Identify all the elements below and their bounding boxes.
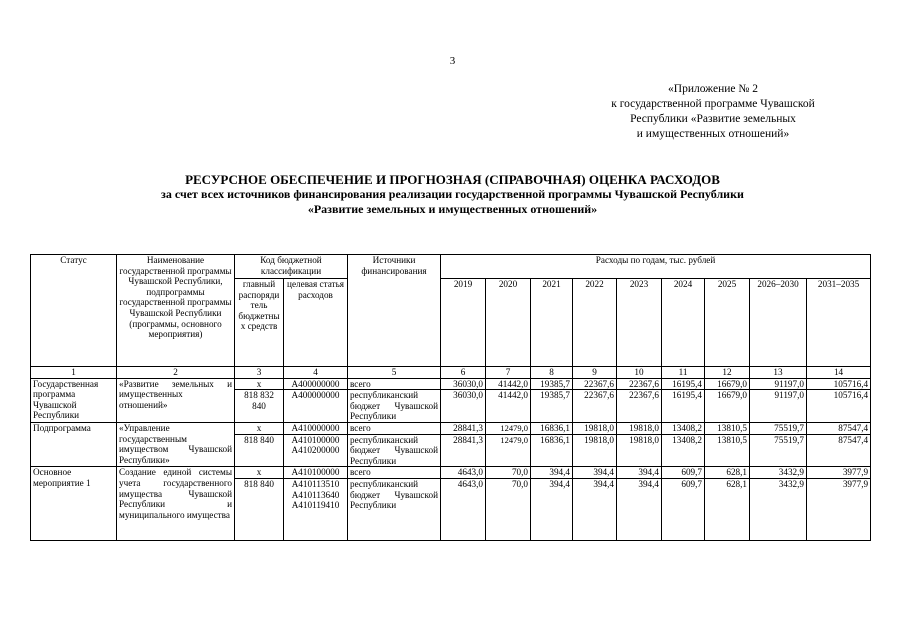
value-cell: 394,4 [617,478,662,540]
header-sources: Источники финансирования [348,255,441,367]
article-cell: A400000000 [284,378,348,390]
header-budget-code: Код бюджетной классификации [235,255,348,279]
value-cell: 3432,9 [750,478,807,540]
header-year: 2023 [617,279,662,367]
value-cell: 22367,6 [617,390,662,423]
column-number: 5 [348,367,441,379]
article-cell: A410000000 [284,422,348,434]
value-cell: 394,4 [531,478,573,540]
table-row [31,422,871,434]
source-cell: республиканский бюджет Чувашской Республики [348,434,441,467]
value-cell: 28841,3 [441,422,486,434]
header-year: 2021 [531,279,573,367]
value-cell: 4643,0 [441,467,486,479]
value-cell: 19818,0 [573,422,617,434]
column-number: 6 [441,367,486,379]
column-number: 8 [531,367,573,379]
appendix-line: Республики «Развитие земельных [630,113,796,125]
name-cell: «Развитие земельных и имущественных отношений» [117,378,235,422]
value-cell: 70,0 [486,467,531,479]
value-cell: 13810,5 [705,434,750,467]
value-cell: 394,4 [573,478,617,540]
article-cell: A410113510 A410113640 A410119410 [284,478,348,540]
value-cell: 19385,7 [531,390,573,423]
value-cell: 19818,0 [617,434,662,467]
value-cell: 19818,0 [573,434,617,467]
value-cell: 91197,0 [750,378,807,390]
value-cell: 22367,6 [617,378,662,390]
column-number: 9 [573,367,617,379]
column-number: 4 [284,367,348,379]
source-cell: всего [348,422,441,434]
value-cell: 628,1 [705,467,750,479]
article-cell: A400000000 [284,390,348,423]
value-cell: 87547,4 [807,434,871,467]
source-cell: республиканский бюджет Чувашской Республики [348,390,441,423]
value-cell: 3977,9 [807,467,871,479]
value-cell: 394,4 [573,467,617,479]
page-number: 3 [449,55,456,67]
header-name: Наименование государственной программы Чувашской Республики, подпрограммы государственной программы Чувашской Республики (программы, основного мероприятия) [117,255,235,367]
article-cell: A410100000 A410200000 [284,434,348,467]
value-cell: 16836,1 [531,422,573,434]
article-cell: A410100000 [284,467,348,479]
title-line: за счет всех источников финансирования реализации государственной программы Чувашской Республики [161,187,744,201]
grbs-cell: 818 840 [235,478,284,540]
header-expenses: Расходы по годам, тыс. рублей [441,255,871,279]
value-cell: 609,7 [662,478,705,540]
source-cell: всего [348,378,441,390]
value-cell: 13408,2 [662,422,705,434]
value-cell: 16679,0 [705,390,750,423]
column-number: 13 [750,367,807,379]
value-cell: 22367,6 [573,378,617,390]
value-cell: 16679,0 [705,378,750,390]
value-cell: 394,4 [531,467,573,479]
grbs-cell: x [235,422,284,434]
header-year: 2031–2035 [807,279,871,367]
value-cell: 41442,0 [486,378,531,390]
status-cell: Основное мероприятие 1 [31,467,117,541]
value-cell: 87547,4 [807,422,871,434]
header-year: 2025 [705,279,750,367]
header-year: 2022 [573,279,617,367]
appendix-line: и имущественных отношений» [636,128,790,140]
header-year: 2026–2030 [750,279,807,367]
appendix-note [583,82,843,142]
value-cell: 12479,0 [486,434,531,467]
value-cell: 75519,7 [750,434,807,467]
name-cell: Создание единой системы учета государственного имущества Чувашской Республики и муниципального имущества [117,467,235,541]
grbs-cell: x [235,378,284,390]
value-cell: 609,7 [662,467,705,479]
title-line: «Развитие земельных и имущественных отношений» [307,202,598,216]
source-cell: республиканский бюджет Чувашской Республики [348,478,441,540]
column-number: 10 [617,367,662,379]
header-year: 2020 [486,279,531,367]
header-target-article: целевая статья расходов [284,279,348,367]
value-cell: 36030,0 [441,390,486,423]
status-cell: Подпрограмма [31,422,117,466]
appendix-line: к государственной программе Чувашской [611,98,815,110]
value-cell: 16195,4 [662,390,705,423]
resource-table [30,254,871,541]
column-number: 14 [807,367,871,379]
grbs-cell: 818 832 840 [235,390,284,423]
name-cell: «Управление государственным имуществом Чувашской Республики» [117,422,235,466]
appendix-line: «Приложение № 2 [668,83,758,95]
document-title [0,172,905,217]
value-cell: 91197,0 [750,390,807,423]
value-cell: 41442,0 [486,390,531,423]
source-cell: всего [348,467,441,479]
table-row [31,467,871,479]
value-cell: 12479,0 [486,422,531,434]
value-cell: 628,1 [705,478,750,540]
value-cell: 105716,4 [807,390,871,423]
header-year: 2024 [662,279,705,367]
column-number: 3 [235,367,284,379]
title-line: РЕСУРСНОЕ ОБЕСПЕЧЕНИЕ И ПРОГНОЗНАЯ (СПРАВОЧНАЯ) ОЦЕНКА РАСХОДОВ [185,172,720,187]
value-cell: 13408,2 [662,434,705,467]
header-status: Статус [31,255,117,367]
value-cell: 19818,0 [617,422,662,434]
grbs-cell: x [235,467,284,479]
column-number: 11 [662,367,705,379]
header-year: 2019 [441,279,486,367]
value-cell: 4643,0 [441,478,486,540]
value-cell: 28841,3 [441,434,486,467]
value-cell: 22367,6 [573,390,617,423]
column-number: 2 [117,367,235,379]
value-cell: 70,0 [486,478,531,540]
status-cell: Государственная программа Чувашской Республики [31,378,117,422]
value-cell: 13810,5 [705,422,750,434]
value-cell: 36030,0 [441,378,486,390]
column-number: 12 [705,367,750,379]
value-cell: 16195,4 [662,378,705,390]
value-cell: 3977,9 [807,478,871,540]
value-cell: 3432,9 [750,467,807,479]
value-cell: 394,4 [617,467,662,479]
value-cell: 75519,7 [750,422,807,434]
column-number: 7 [486,367,531,379]
header-chief-manager: главный распорядитель бюджетных средств [235,279,284,367]
value-cell: 19385,7 [531,378,573,390]
table-row [31,378,871,390]
column-number: 1 [31,367,117,379]
value-cell: 16836,1 [531,434,573,467]
value-cell: 105716,4 [807,378,871,390]
grbs-cell: 818 840 [235,434,284,467]
